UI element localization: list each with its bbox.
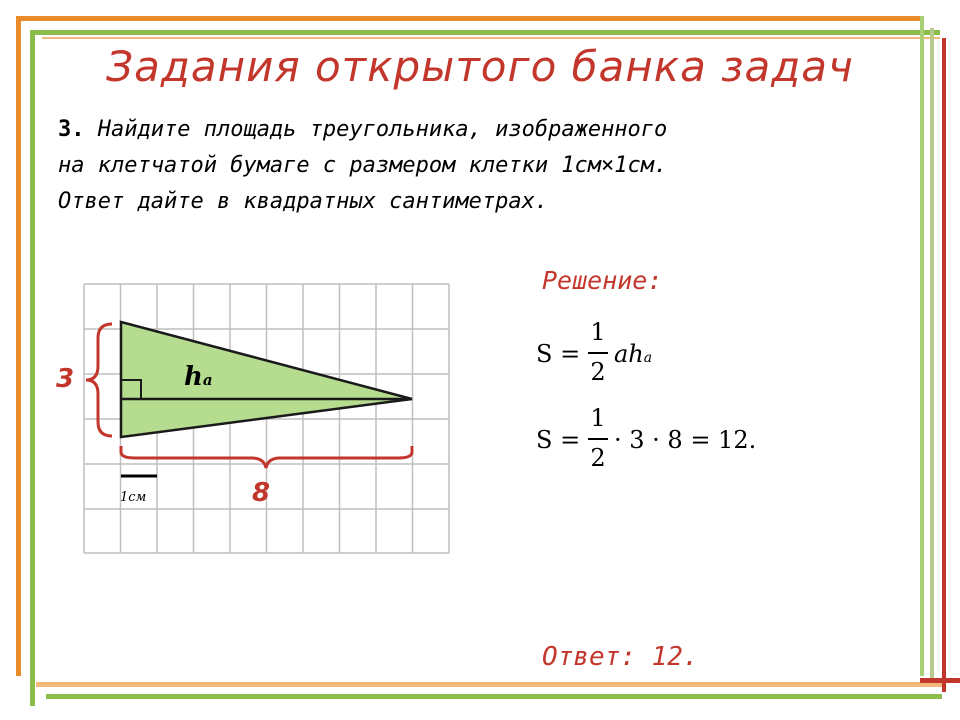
formula1-rhs-sub: a [643,350,653,366]
slide-title: Задания открытого банка задач [106,42,854,91]
label-ha [184,362,213,392]
problem-line-2: на клетчатой бумаге с размером клетки 1см×1см. [58,153,668,178]
formula1-denominator: 2 [590,358,606,386]
formula1-lhs: S = [536,340,581,368]
scale-label: 1см [120,490,147,505]
formula2-fraction-bar [588,438,608,440]
label-height-3: 3 [56,364,75,394]
problem-line-3: Ответ дайте в квадратных сантиметрах. [58,189,549,214]
formula1-fraction-bar [588,352,608,354]
problem-line-1: Найдите площадь треугольника, изображенного [97,117,668,142]
label-ha-main: h [184,362,203,392]
formula1-rhs [614,340,652,368]
label-base-8: 8 [252,478,271,508]
formula2-denominator: 2 [590,444,606,472]
formula2-numerator: 1 [590,404,606,432]
formula2-lhs: S = [536,426,581,454]
formula1-numerator: 1 [590,318,606,346]
solution-heading: Решение: [542,266,663,295]
answer-text: Ответ: 12. [542,642,699,672]
label-ha-sub: a [202,371,213,389]
formula1-rhs-main: ah [614,340,644,368]
formula2-rhs: · 3 · 8 = 12. [614,426,757,454]
problem-number: 3. [58,117,85,142]
